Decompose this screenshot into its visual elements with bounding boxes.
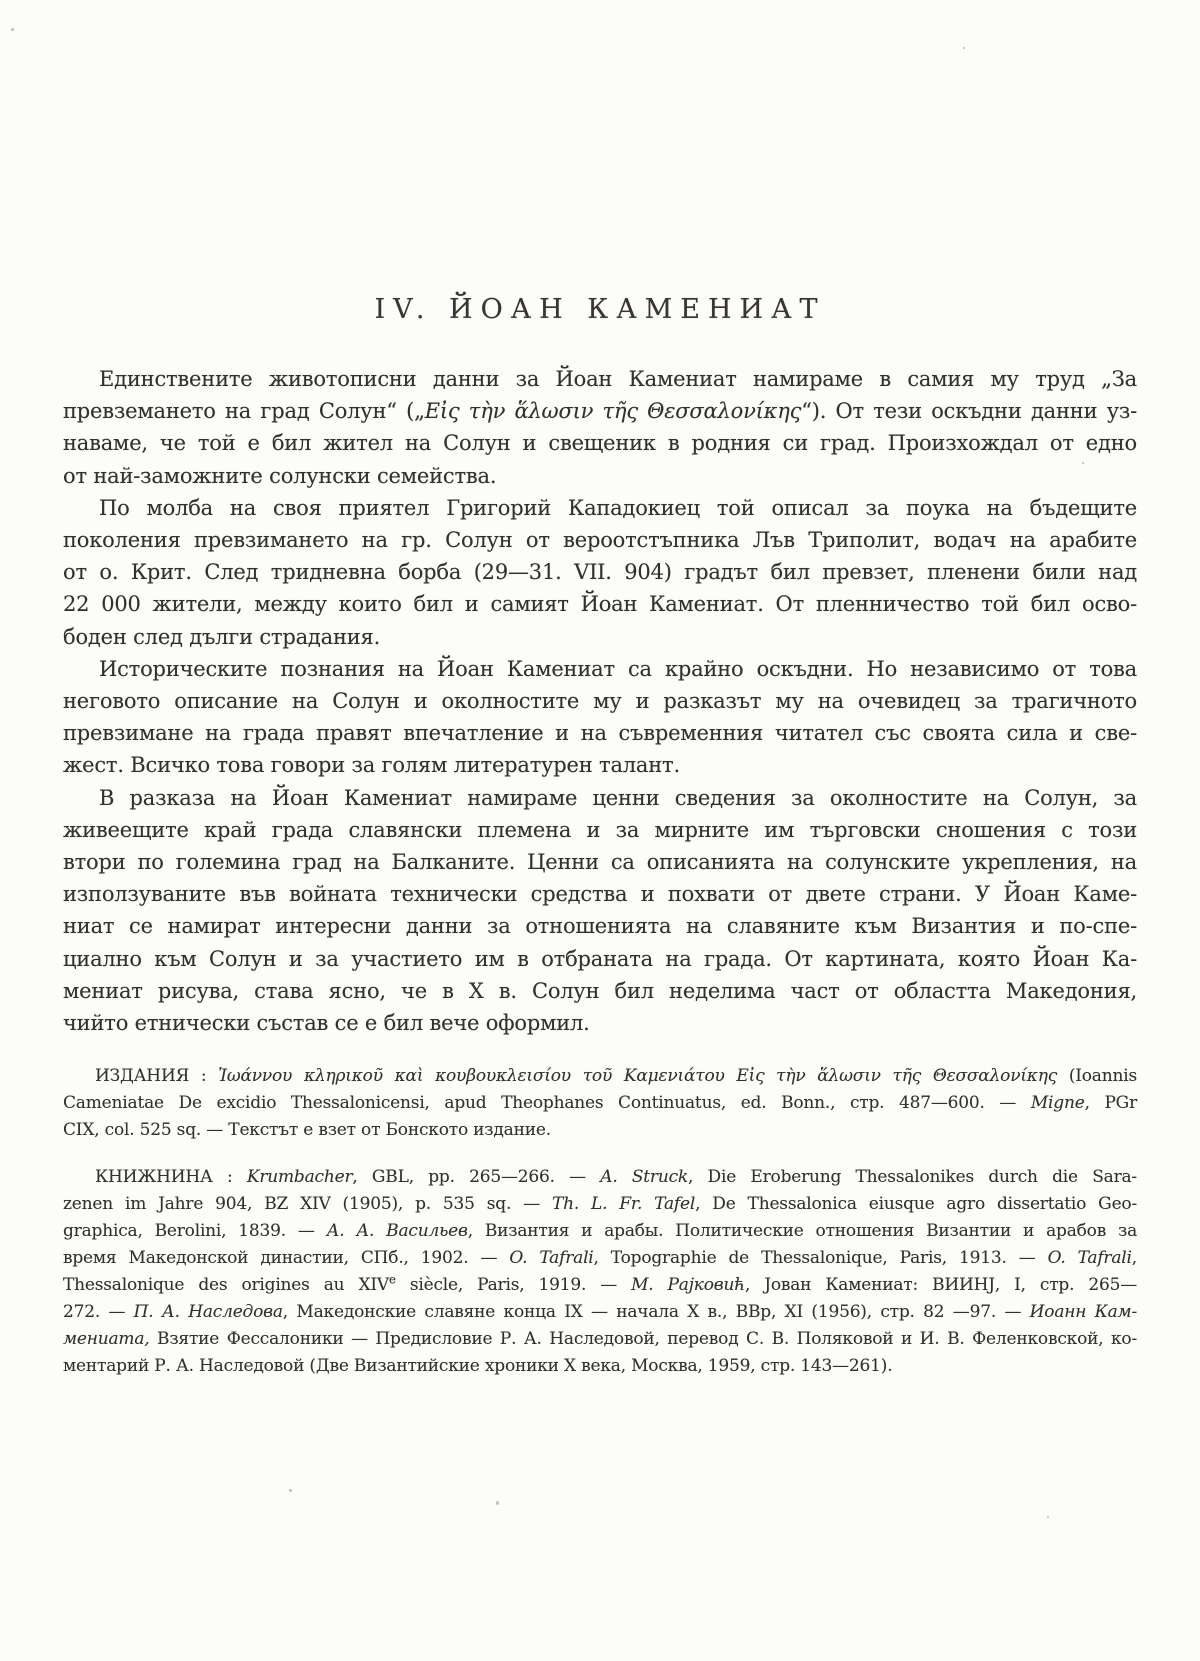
text-line: zenen im Jahre 904, BZ XIV (1905), p. 535 sq. — Th. L. Fr. Tafel, De Thessalonica eiusque agro dissertatio Geo- bbox=[63, 1194, 1138, 1215]
text-line: В разказа на Йоан Камениат намираме ценни сведения за околностите на Солун, за bbox=[99, 785, 1137, 810]
paragraph bbox=[63, 653, 1137, 782]
body-text bbox=[63, 363, 1137, 1039]
text-line: чийто етнически състав се е бил вече оформил. bbox=[63, 1011, 590, 1036]
text-line: Cameniatae De excidio Thessalonicensi, apud Theophanes Continuatus, ed. Bonn., стр. 487—600. — Migne, PGr bbox=[63, 1093, 1137, 1114]
text-line: 272. — П. А. Наследова, Македонские славяне конца IX — начала X в., ВВр, XI (1956), стр. 82 —97. — Иоанн Кам- bbox=[63, 1302, 1137, 1323]
text-line: боден след дълги страдания. bbox=[63, 624, 381, 649]
text-line: По молба на своя приятел Григорий Кападокиец той описал за поука на бъдещите bbox=[99, 495, 1137, 520]
text-line: поколения превзимането на гр. Солун от вероотстъпника Лъв Триполит, водач на арабите bbox=[63, 528, 1137, 553]
page-content bbox=[63, 0, 1137, 1380]
paragraph bbox=[63, 1164, 1137, 1380]
text-line: циално към Солун и за участието им в отбраната на града. От картината, която Йоан Ка- bbox=[63, 946, 1137, 971]
text-line: 22 000 жители, между които бил и самият Йоан Камениат. От пленничество той бил осво- bbox=[63, 592, 1137, 617]
text-line: превзимане на града правят впечатление и на съвременния читател със своята сила и све- bbox=[63, 721, 1137, 746]
text-line: използуваните във войната технически средства и похвати от двете страни. У Йоан Каме- bbox=[63, 882, 1137, 907]
paragraph bbox=[63, 1063, 1137, 1144]
text-line: время Македонской династии, СПб., 1902. — O. Tafrali, Topographie de Thessalonique, Paris, 1913. — O. Tafrali, bbox=[63, 1248, 1137, 1269]
scan-speck bbox=[11, 28, 14, 31]
text-line: мениата, Взятие Фессалоники — Предисловие Р. А. Наследовой, перевод С. В. Поляковой и И. В. Феленковской, ко- bbox=[63, 1329, 1137, 1350]
scan-speck bbox=[1082, 462, 1084, 464]
text-line: от о. Крит. След тридневна борба (29—31. VII. 904) градът бил превзет, пленени били над bbox=[63, 560, 1137, 585]
text-line: мениат рисува, става ясно, че в X в. Солун бил неделима част от областта Македония, bbox=[63, 978, 1137, 1003]
text-line: graphica, Berolini, 1839. — А. А. Васильев, Византия и арабы. Политические отношения Византии и арабов за bbox=[63, 1221, 1138, 1242]
paragraph bbox=[63, 363, 1137, 492]
editions-section bbox=[63, 1063, 1137, 1144]
text-line: жест. Всичко това говори за голям литературен талант. bbox=[63, 753, 680, 778]
text-line: ИЗДАНИЯ : Ἰωάννου κληρικοῦ καὶ κουβουκλεισίου τοῦ Καμενιάτου Εἰς τὴν ἅλωσιν τῆς Θεσσαλονίκης (Ioannis bbox=[95, 1066, 1137, 1087]
text-line: ментарий Р. А. Наследовой (Две Византийские хроники X века, Москва, 1959, стр. 143—261). bbox=[63, 1356, 893, 1377]
text-line: Единствените животописни данни за Йоан Камениат намираме в самия му труд „За bbox=[99, 367, 1137, 391]
text-line: неговото описание на Солун и околностите му и разказът му на очевидец за трагичното bbox=[63, 689, 1137, 714]
text-line: превземането на град Солун“ („Εἰς τὴν ἅλωσιν τῆς Θεσσαλονίκης“). От тези оскъдни данни уз- bbox=[63, 399, 1138, 424]
text-line: наваме, че той е бил жител на Солун и свещеник в родния си град. Произхождал от едно bbox=[63, 431, 1137, 456]
text-line: Историческите познания на Йоан Камениат са крайно оскъдни. Но независимо от това bbox=[99, 656, 1137, 681]
scan-speck bbox=[963, 47, 965, 49]
text-line: от най-заможните солунски семейства. bbox=[63, 463, 497, 488]
text-line: втори по големина град на Балканите. Ценни са описанията на солунските укрепления, на bbox=[63, 850, 1137, 875]
scan-speck bbox=[289, 1489, 292, 1492]
paragraph bbox=[63, 782, 1137, 1040]
text-line: ниат се намират интересни данни за отношенията на славяните към Византия и по-спе- bbox=[63, 914, 1137, 939]
scan-speck bbox=[1047, 1516, 1049, 1518]
text-line: CIX, col. 525 sq. — Текстът е взет от Бонското издание. bbox=[63, 1120, 551, 1141]
page-title: IV. ЙОАН КАМЕНИАТ bbox=[374, 294, 826, 325]
bibliography-section bbox=[63, 1164, 1137, 1380]
scan-speck bbox=[496, 1501, 499, 1505]
text-line: КНИЖНИНА : Krumbacher, GBL, pp. 265—266. — A. Struck, Die Eroberung Thessalonikes durch die Sara- bbox=[95, 1167, 1137, 1188]
text-line: Thessalonique des origines au XIVe siècle, Paris, 1919. — М. Рајковић, Јован Камениат: ВИИНЈ, I, стр. 265— bbox=[63, 1272, 1137, 1296]
text-line: живеещите край града славянски племена и за мирните им търговски сношения с този bbox=[63, 817, 1137, 842]
paragraph bbox=[63, 492, 1137, 653]
